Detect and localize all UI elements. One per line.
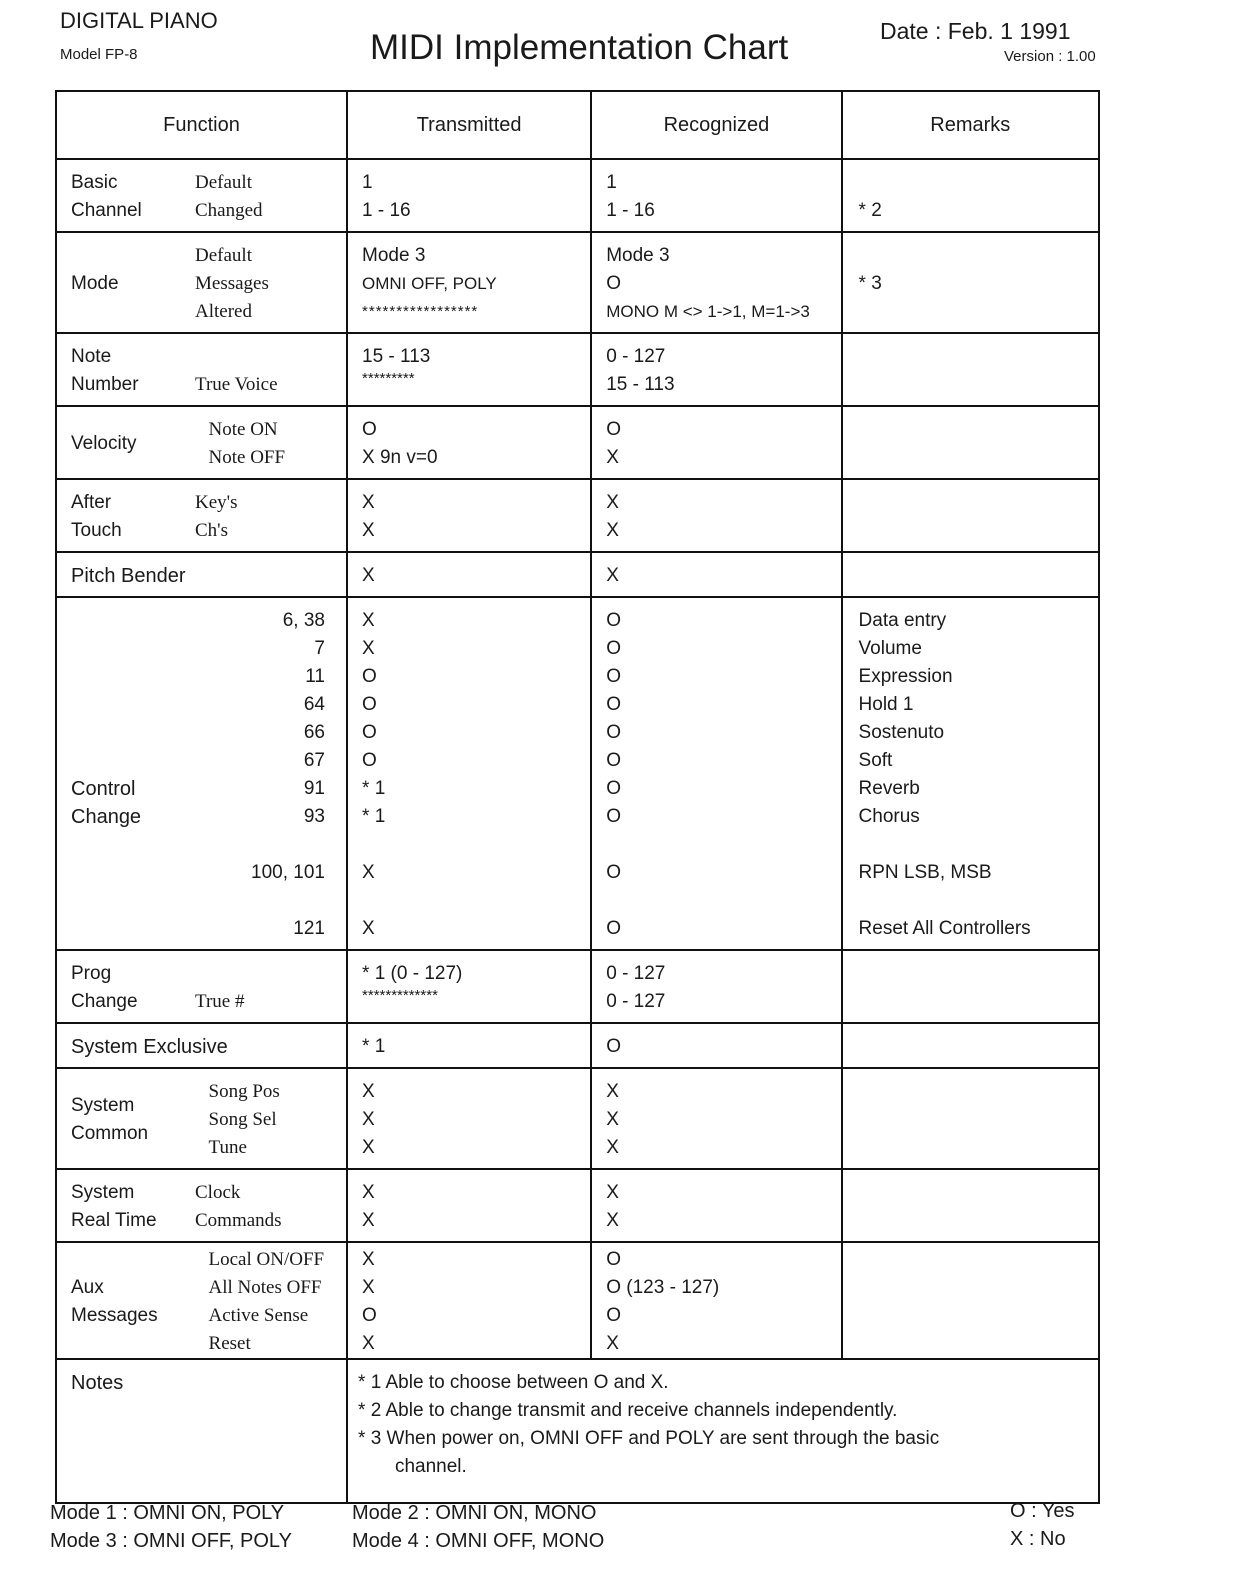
transmitted-cell [347, 333, 591, 406]
cc-number: 6, 38 [282, 610, 325, 631]
value: ***************** [362, 303, 479, 320]
note-item: * 2 Able to change transmit and receive channels independently. [358, 1400, 898, 1421]
transmitted-cell [347, 159, 591, 232]
remark: Reset All Controllers [858, 918, 1031, 939]
remark: Expression [858, 666, 953, 687]
row-label: Touch [71, 520, 122, 541]
transmitted-cell [347, 406, 591, 479]
recognized-cell [591, 333, 841, 406]
table-row [56, 950, 1099, 1023]
value: O [362, 722, 377, 743]
value: 0 - 127 [606, 991, 666, 1012]
col-remarks: Remarks [842, 91, 1099, 159]
sub-label: Clock [195, 1182, 241, 1203]
value: X [362, 1333, 375, 1354]
value: X [606, 1333, 619, 1354]
value: O [606, 419, 621, 440]
row-label: Messages [71, 1305, 158, 1326]
cc-number [57, 831, 325, 859]
recognized-cell [591, 1023, 841, 1068]
value: X [362, 638, 375, 659]
remarks-cell [842, 406, 1099, 479]
col-function: Function [56, 91, 347, 159]
table-row [56, 232, 1099, 333]
notes-label-cell [56, 1359, 347, 1503]
row-label: Number [71, 374, 139, 395]
brand-label: DIGITAL PIANO [60, 8, 218, 33]
value [606, 831, 840, 859]
function-cell [56, 406, 347, 479]
row-label: Velocity [71, 433, 137, 454]
value: X [362, 1081, 375, 1102]
transmitted-cell [347, 1068, 591, 1169]
transmitted-cell [347, 232, 591, 333]
value: Mode 3 [362, 245, 426, 266]
value: O [606, 1305, 621, 1326]
mode-1-legend: Mode 1 : OMNI ON, POLY [50, 1502, 285, 1524]
transmitted-cell [347, 552, 591, 597]
notes-row [56, 1359, 1099, 1503]
function-cell [56, 950, 347, 1023]
no-legend: X : No [1010, 1528, 1066, 1550]
remark: RPN LSB, MSB [858, 862, 992, 883]
remark: Sostenuto [858, 722, 945, 743]
row-label: Control [71, 778, 136, 800]
value: 1 - 16 [606, 200, 655, 221]
function-cell [56, 479, 347, 552]
function-cell [56, 232, 347, 333]
value: 0 - 127 [606, 346, 666, 367]
table-row [56, 1023, 1099, 1068]
notes-cell [347, 1359, 1099, 1503]
value: X [606, 492, 619, 513]
value: X [606, 565, 619, 586]
remarks-cell [842, 950, 1099, 1023]
remark: Volume [858, 638, 922, 659]
col-recognized: Recognized [591, 91, 841, 159]
function-cell [56, 333, 347, 406]
cc-number: 121 [293, 918, 325, 939]
value: X [362, 520, 375, 541]
sub-label: Tune [208, 1137, 247, 1158]
value: O [606, 694, 621, 715]
value: X [606, 1210, 619, 1231]
value: X [362, 1249, 375, 1270]
sub-label: True Voice [195, 374, 278, 395]
cc-number: 100, 101 [251, 862, 325, 883]
transmitted-cell [347, 597, 591, 950]
value: X [606, 1182, 619, 1203]
sub-label: Ch's [195, 520, 228, 541]
remark: Reverb [858, 778, 920, 799]
value: O [362, 694, 377, 715]
transmitted-cell [347, 1023, 591, 1068]
value: O [362, 666, 377, 687]
col-transmitted: Transmitted [347, 91, 591, 159]
table-row [56, 159, 1099, 232]
recognized-cell [591, 479, 841, 552]
value: O [362, 750, 377, 771]
header-row [56, 91, 1099, 159]
cc-number: 11 [305, 666, 325, 687]
function-cell [56, 1242, 347, 1359]
value: O [606, 666, 621, 687]
function-cell [56, 1169, 347, 1242]
value: O [606, 1036, 621, 1057]
remark: Hold 1 [858, 694, 914, 715]
table-row [56, 406, 1099, 479]
row-label: Basic [71, 172, 118, 193]
midi-implementation-table [55, 90, 1100, 1504]
page-title: MIDI Implementation Chart [370, 28, 789, 67]
value: 1 [606, 172, 617, 193]
remarks-cell [842, 1068, 1099, 1169]
value: O [362, 419, 377, 440]
remarks-cell [842, 552, 1099, 597]
table-row [56, 1242, 1099, 1359]
recognized-cell [591, 406, 841, 479]
transmitted-cell [347, 479, 591, 552]
value: X [606, 447, 619, 468]
row-label: Real Time [71, 1210, 157, 1231]
recognized-cell [591, 159, 841, 232]
value: X [362, 1277, 375, 1298]
transmitted-cell [347, 950, 591, 1023]
row-label: Aux [71, 1277, 104, 1298]
sub-label: Local ON/OFF [208, 1249, 325, 1270]
sub-label: Note OFF [208, 447, 286, 468]
value: X [362, 492, 375, 513]
function-cell [56, 597, 347, 950]
value: Mode 3 [606, 245, 670, 266]
value: O [606, 1249, 621, 1270]
row-label: System [71, 1095, 135, 1116]
remark: Data entry [858, 610, 947, 631]
remark [859, 831, 1098, 859]
note-item: channel. [358, 1456, 467, 1477]
function-cell [56, 552, 347, 597]
value: O [606, 273, 621, 294]
function-cell [56, 1023, 347, 1068]
recognized-cell [591, 232, 841, 333]
row-label: Pitch Bender [71, 565, 186, 587]
recognized-cell [591, 597, 841, 950]
recognized-cell [591, 1242, 841, 1359]
value: O [606, 638, 621, 659]
value: O [606, 750, 621, 771]
note-item: * 1 Able to choose between O and X. [358, 1372, 669, 1393]
recognized-cell [591, 1068, 841, 1169]
value: ************* [362, 987, 438, 1004]
model-label: Model FP-8 [60, 46, 138, 63]
row-label: Note [71, 346, 112, 367]
notes-label: Notes [71, 1372, 124, 1394]
remarks-cell [842, 597, 1099, 950]
recognized-cell [591, 552, 841, 597]
sub-label: Commands [195, 1210, 282, 1231]
sub-label: Key's [195, 492, 238, 513]
remark: * 3 [858, 273, 882, 294]
sub-label: All Notes OFF [208, 1277, 322, 1298]
sub-label: Default [195, 245, 252, 266]
value: X [362, 862, 375, 883]
row-label: Change [71, 991, 138, 1012]
note-item: * 3 When power on, OMNI OFF and POLY are sent through the basic [358, 1428, 940, 1449]
value: O [606, 722, 621, 743]
table-row [56, 479, 1099, 552]
value: O [606, 862, 621, 883]
transmitted-cell [347, 1169, 591, 1242]
function-cell [56, 159, 347, 232]
mode-3-legend: Mode 3 : OMNI OFF, POLY [50, 1530, 292, 1552]
row-label: System [71, 1182, 135, 1203]
value: MONO M <> 1->1, M=1->3 [606, 302, 810, 321]
table-row [56, 597, 1099, 950]
remarks-cell [842, 232, 1099, 333]
row-label: Mode [71, 273, 119, 294]
table-row [56, 1169, 1099, 1242]
row-label: Channel [71, 200, 142, 221]
mode-2-legend: Mode 2 : OMNI ON, MONO [352, 1502, 597, 1524]
value: * 1 [362, 1036, 386, 1057]
value: 0 - 127 [606, 963, 666, 984]
value: O [606, 778, 621, 799]
value [362, 831, 590, 859]
value: X [606, 520, 619, 541]
value: X [362, 1137, 375, 1158]
sub-label: Default [195, 172, 252, 193]
remark: Soft [858, 750, 893, 771]
value: O [606, 806, 621, 827]
value: O [606, 918, 621, 939]
row-label: Common [71, 1123, 149, 1144]
value: * 1 [362, 778, 386, 799]
cc-number [57, 887, 325, 915]
yes-legend: O : Yes [1010, 1500, 1075, 1522]
value: 15 - 113 [362, 346, 431, 367]
cc-number: 64 [303, 694, 325, 715]
table-row [56, 333, 1099, 406]
row-label: After [71, 492, 112, 513]
value [606, 887, 840, 915]
remark [859, 887, 1098, 915]
value: O (123 - 127) [606, 1277, 720, 1298]
sub-label: Changed [195, 200, 263, 221]
row-label: System Exclusive [71, 1036, 228, 1058]
remarks-cell [842, 479, 1099, 552]
sub-label: Song Pos [208, 1081, 280, 1102]
recognized-cell [591, 950, 841, 1023]
transmitted-cell [347, 1242, 591, 1359]
value: ********* [362, 370, 415, 387]
value: X [606, 1109, 619, 1130]
value: X [606, 1081, 619, 1102]
remarks-cell [842, 1242, 1099, 1359]
value: O [606, 610, 621, 631]
row-label: Change [71, 806, 142, 828]
recognized-cell [591, 1169, 841, 1242]
sub-label: Song Sel [208, 1109, 277, 1130]
mode-4-legend: Mode 4 : OMNI OFF, MONO [352, 1530, 605, 1552]
remarks-cell [842, 159, 1099, 232]
table-row [56, 1068, 1099, 1169]
value: 15 - 113 [606, 374, 675, 395]
remarks-cell [842, 333, 1099, 406]
cc-number: 66 [303, 722, 325, 743]
value: X [362, 918, 375, 939]
cc-number: 67 [303, 750, 325, 771]
value: X [362, 1182, 375, 1203]
sub-label: Reset [208, 1333, 251, 1354]
version-label: Version : 1.00 [1004, 48, 1096, 65]
row-label: Prog [71, 963, 112, 984]
value: 1 - 16 [362, 200, 411, 221]
value: X [362, 1210, 375, 1231]
table-row [56, 552, 1099, 597]
value: X [606, 1137, 619, 1158]
sub-label: Messages [195, 273, 269, 294]
value: O [362, 1305, 377, 1326]
value: X [362, 1109, 375, 1130]
date-label: Date : Feb. 1 1991 [880, 18, 1071, 44]
value: 1 [362, 172, 373, 193]
remark: Chorus [858, 806, 920, 827]
value: * 1 (0 - 127) [362, 963, 463, 984]
cc-number: 93 [303, 806, 325, 827]
value: X [362, 565, 375, 586]
value: OMNI OFF, POLY [362, 274, 497, 293]
value [362, 887, 590, 915]
value: X 9n v=0 [362, 447, 438, 468]
remarks-cell [842, 1023, 1099, 1068]
sub-label: Note ON [208, 419, 278, 440]
remarks-cell [842, 1169, 1099, 1242]
value: X [362, 610, 375, 631]
cc-number: 91 [303, 778, 325, 799]
sub-label: Altered [195, 301, 252, 322]
function-cell [56, 1068, 347, 1169]
cc-number: 7 [314, 638, 325, 659]
sub-label: Active Sense [208, 1305, 309, 1326]
sub-label: True # [195, 991, 245, 1012]
remark: * 2 [858, 200, 882, 221]
value: * 1 [362, 806, 386, 827]
